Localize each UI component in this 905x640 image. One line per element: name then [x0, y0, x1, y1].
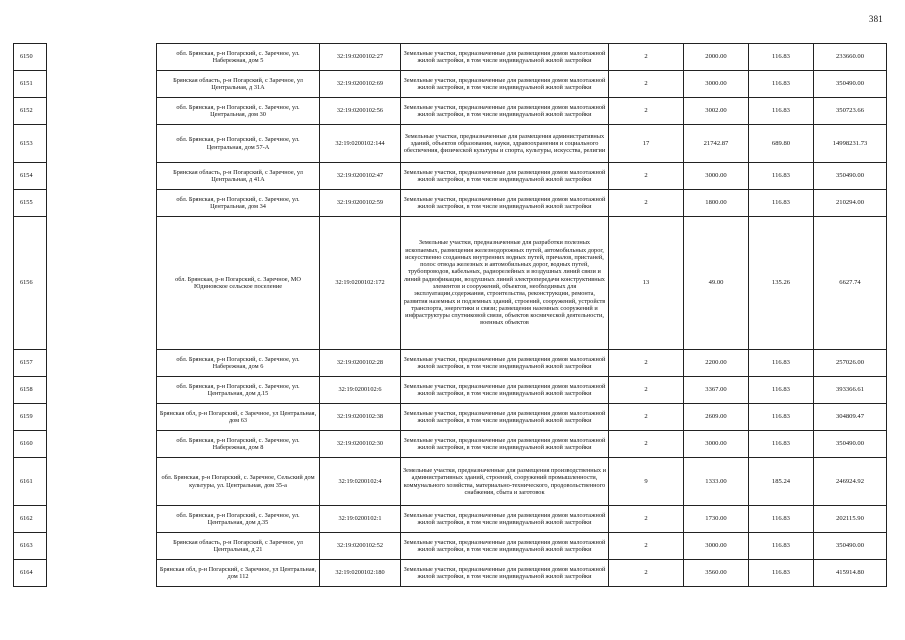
group-cell: 2 [609, 44, 684, 71]
specific-value-cell: 116.83 [749, 71, 814, 98]
group-cell: 2 [609, 71, 684, 98]
address-cell: Брянская обл, р-н Погарский, с Заречное, ул Центральная, дом 112 [157, 560, 320, 587]
address-cell: Брянская область, р-н Погарский, с Заречное, ул Центральная, д 31А [157, 71, 320, 98]
land-use-cell: Земельные участки, предназначенные для разработки полезных ископаемых, размещения железнодорожных путей, автомобильных дорог, искусственно созданных внутренних водных путей, причалов, пристаней, полос отвода железных и автомобильных дорог, водных путей, трубопроводов, кабельных, радиорелейных и воздушных линий связи и линий радиофикации, воздушных линий электропередачи конструктивных элементов и сооружений, объектов, необходимых для эксплуатации,содержания, строительства, реконструкции, ремонта, развития наземных и подземных зданий, строений, сооружений, устройств транспорта, энергетики и связи; размещения наземных сооружений и инфраструктуры спутниковой связи, объектов космической деятельности, военных объектов [401, 217, 609, 350]
group-cell: 9 [609, 458, 684, 506]
cadastral-number-cell: 32:19:0200102:30 [320, 431, 401, 458]
cadastral-value-table [13, 43, 887, 587]
address-cell: Брянская область, р-н Погарский, с Заречное, ул Центральная, д 21 [157, 533, 320, 560]
area-cell: 21742.87 [684, 125, 749, 163]
land-use-cell: Земельные участки, предназначенные для размещения домов малоэтажной жилой застройки, в том числе индивидуальной жилой застройки [401, 533, 609, 560]
cadastral-number-cell: 32:19:0200102:52 [320, 533, 401, 560]
area-cell: 3002.00 [684, 98, 749, 125]
area-cell: 3367.00 [684, 377, 749, 404]
cadastral-value-cell: 6627.74 [814, 217, 887, 350]
group-cell: 2 [609, 350, 684, 377]
cadastral-value-cell: 304809.47 [814, 404, 887, 431]
row-number-cell: 6162 [14, 506, 47, 533]
spacer-cell [47, 217, 157, 350]
address-cell: обл. Брянская, р-н Погарский, с. Заречное, ул. Центральная, дом д.35 [157, 506, 320, 533]
table-row [14, 377, 887, 404]
land-use-cell: Земельные участки, предназначенные для размещения производственных и административных зданий, строений, сооружений промышленности, коммунального хозяйства, материально-технического, продовольственного снабжения, сбыта и заготовок [401, 458, 609, 506]
address-cell: Брянская область, р-н Погарский, с Заречное, ул Центральная, д 41А [157, 163, 320, 190]
cadastral-value-cell: 350490.00 [814, 163, 887, 190]
spacer-cell [47, 125, 157, 163]
cadastral-number-cell: 32:19:0200102:4 [320, 458, 401, 506]
group-cell: 2 [609, 163, 684, 190]
cadastral-value-cell: 202115.90 [814, 506, 887, 533]
specific-value-cell: 116.83 [749, 506, 814, 533]
spacer-cell [47, 533, 157, 560]
area-cell: 1333.00 [684, 458, 749, 506]
specific-value-cell: 116.83 [749, 350, 814, 377]
spacer-cell [47, 431, 157, 458]
land-use-cell: Земельные участки, предназначенные для размещения домов малоэтажной жилой застройки, в том числе индивидуальной жилой застройки [401, 377, 609, 404]
row-number-cell: 6164 [14, 560, 47, 587]
cadastral-value-cell: 257026.00 [814, 350, 887, 377]
row-number-cell: 6163 [14, 533, 47, 560]
table-row [14, 98, 887, 125]
row-number-cell: 6157 [14, 350, 47, 377]
cadastral-value-cell: 233660.00 [814, 44, 887, 71]
group-cell: 2 [609, 533, 684, 560]
cadastral-number-cell: 32:19:0200102:172 [320, 217, 401, 350]
specific-value-cell: 116.83 [749, 190, 814, 217]
specific-value-cell: 116.83 [749, 533, 814, 560]
address-cell: обл. Брянская, р-н Погарский, с. Заречное, ул. Центральная, дом 30 [157, 98, 320, 125]
area-cell: 1730.00 [684, 506, 749, 533]
table-row [14, 163, 887, 190]
spacer-cell [47, 163, 157, 190]
row-number-cell: 6160 [14, 431, 47, 458]
land-use-cell: Земельные участки, предназначенные для размещения домов малоэтажной жилой застройки, в том числе индивидуальной жилой застройки [401, 190, 609, 217]
group-cell: 2 [609, 506, 684, 533]
land-use-cell: Земельные участки, предназначенные для размещения домов малоэтажной жилой застройки, в том числе индивидуальной жилой застройки [401, 404, 609, 431]
cadastral-value-cell: 246924.92 [814, 458, 887, 506]
group-cell: 2 [609, 377, 684, 404]
specific-value-cell: 116.83 [749, 44, 814, 71]
specific-value-cell: 116.83 [749, 163, 814, 190]
group-cell: 2 [609, 431, 684, 458]
cadastral-number-cell: 32:19:0200102:38 [320, 404, 401, 431]
cadastral-number-cell: 32:19:0200102:6 [320, 377, 401, 404]
cadastral-value-cell: 350723.66 [814, 98, 887, 125]
area-cell: 2200.00 [684, 350, 749, 377]
row-number-cell: 6158 [14, 377, 47, 404]
cadastral-value-cell: 210294.00 [814, 190, 887, 217]
land-use-cell: Земельные участки, предназначенные для размещения домов малоэтажной жилой застройки, в том числе индивидуальной жилой застройки [401, 431, 609, 458]
group-cell: 13 [609, 217, 684, 350]
cadastral-value-cell: 350490.00 [814, 431, 887, 458]
spacer-cell [47, 350, 157, 377]
land-use-cell: Земельные участки, предназначенные для размещения домов малоэтажной жилой застройки, в том числе индивидуальной жилой застройки [401, 98, 609, 125]
area-cell: 1800.00 [684, 190, 749, 217]
table-row [14, 44, 887, 71]
specific-value-cell: 116.83 [749, 98, 814, 125]
land-use-cell: Земельные участки, предназначенные для размещения домов малоэтажной жилой застройки, в том числе индивидуальной жилой застройки [401, 506, 609, 533]
page-number: 381 [868, 14, 883, 24]
spacer-cell [47, 98, 157, 125]
group-cell: 2 [609, 404, 684, 431]
cadastral-value-cell: 415914.80 [814, 560, 887, 587]
spacer-cell [47, 560, 157, 587]
area-cell: 3000.00 [684, 71, 749, 98]
land-use-cell: Земельные участки, предназначенные для размещения домов малоэтажной жилой застройки, в том числе индивидуальной жилой застройки [401, 44, 609, 71]
cadastral-number-cell: 32:19:0200102:69 [320, 71, 401, 98]
group-cell: 17 [609, 125, 684, 163]
row-number-cell: 6156 [14, 217, 47, 350]
area-cell: 49.00 [684, 217, 749, 350]
table-row [14, 533, 887, 560]
row-number-cell: 6159 [14, 404, 47, 431]
specific-value-cell: 689.80 [749, 125, 814, 163]
row-number-cell: 6161 [14, 458, 47, 506]
specific-value-cell: 116.83 [749, 377, 814, 404]
group-cell: 2 [609, 98, 684, 125]
address-cell: обл. Брянская, р-н Погарский, с. Заречное, МО Юдиновское сельское поселение [157, 217, 320, 350]
specific-value-cell: 116.83 [749, 404, 814, 431]
address-cell: Брянская обл, р-н Погарский, с Заречное, ул Центральная, дом 63 [157, 404, 320, 431]
cadastral-number-cell: 32:19:0200102:1 [320, 506, 401, 533]
cadastral-value-cell: 14998231.73 [814, 125, 887, 163]
cadastral-number-cell: 32:19:0200102:47 [320, 163, 401, 190]
land-use-cell: Земельные участки, предназначенные для размещения домов малоэтажной жилой застройки, в том числе индивидуальной жилой застройки [401, 560, 609, 587]
cadastral-number-cell: 32:19:0200102:28 [320, 350, 401, 377]
spacer-cell [47, 190, 157, 217]
table-row [14, 190, 887, 217]
table-row [14, 404, 887, 431]
land-use-cell: Земельные участки, предназначенные для размещения домов малоэтажной жилой застройки, в том числе индивидуальной жилой застройки [401, 71, 609, 98]
specific-value-cell: 116.83 [749, 560, 814, 587]
specific-value-cell: 116.83 [749, 431, 814, 458]
cadastral-value-cell: 350490.00 [814, 71, 887, 98]
table-row [14, 71, 887, 98]
table-row [14, 350, 887, 377]
address-cell: обл. Брянская, р-н Погарский, с. Заречное, ул. Центральная, дом 34 [157, 190, 320, 217]
table-row [14, 458, 887, 506]
area-cell: 3000.00 [684, 533, 749, 560]
land-use-cell: Земельные участки, предназначенные для размещения домов малоэтажной жилой застройки, в том числе индивидуальной жилой застройки [401, 163, 609, 190]
group-cell: 2 [609, 190, 684, 217]
address-cell: обл. Брянская, р-н Погарский, с. Заречное, ул. Набережная, дом 5 [157, 44, 320, 71]
area-cell: 2609.00 [684, 404, 749, 431]
address-cell: обл. Брянская, р-н Погарский, с. Заречное, ул. Центральная, дом 57-А [157, 125, 320, 163]
cadastral-number-cell: 32:19:0200102:144 [320, 125, 401, 163]
address-cell: обл. Брянская, р-н Погарский, с. Заречное, ул. Набережная, дом 8 [157, 431, 320, 458]
address-cell: обл. Брянская, р-н Погарский, с. Заречное, ул. Центральная, дом д.15 [157, 377, 320, 404]
spacer-cell [47, 404, 157, 431]
spacer-cell [47, 71, 157, 98]
spacer-cell [47, 506, 157, 533]
address-cell: обл. Брянская, р-н Погарский, с. Заречное, ул. Набережная, дом 6 [157, 350, 320, 377]
cadastral-value-cell: 393366.61 [814, 377, 887, 404]
area-cell: 2000.00 [684, 44, 749, 71]
table-row [14, 506, 887, 533]
cadastral-value-cell: 350490.00 [814, 533, 887, 560]
table-row [14, 125, 887, 163]
table-row [14, 217, 887, 350]
row-number-cell: 6153 [14, 125, 47, 163]
row-number-cell: 6152 [14, 98, 47, 125]
land-use-cell: Земельные участки, предназначенные для размещения административных зданий, объектов образования, науки, здравоохранения и социального обеспечения, физической культуры и спорта, культуры, искусства, религии [401, 125, 609, 163]
spacer-cell [47, 458, 157, 506]
specific-value-cell: 135.26 [749, 217, 814, 350]
row-number-cell: 6151 [14, 71, 47, 98]
cadastral-number-cell: 32:19:0200102:180 [320, 560, 401, 587]
land-use-cell: Земельные участки, предназначенные для размещения домов малоэтажной жилой застройки, в том числе индивидуальной жилой застройки [401, 350, 609, 377]
area-cell: 3000.00 [684, 431, 749, 458]
row-number-cell: 6154 [14, 163, 47, 190]
area-cell: 3560.00 [684, 560, 749, 587]
cadastral-number-cell: 32:19:0200102:27 [320, 44, 401, 71]
area-cell: 3000.00 [684, 163, 749, 190]
table-row [14, 560, 887, 587]
cadastral-number-cell: 32:19:0200102:59 [320, 190, 401, 217]
specific-value-cell: 185.24 [749, 458, 814, 506]
cadastral-number-cell: 32:19:0200102:56 [320, 98, 401, 125]
row-number-cell: 6155 [14, 190, 47, 217]
spacer-cell [47, 377, 157, 404]
spacer-cell [47, 44, 157, 71]
row-number-cell: 6150 [14, 44, 47, 71]
group-cell: 2 [609, 560, 684, 587]
address-cell: обл. Брянская, р-н Погарский, с. Заречное, Сельский дом культуры, ул. Центральная, дом 35-а [157, 458, 320, 506]
table-row [14, 431, 887, 458]
